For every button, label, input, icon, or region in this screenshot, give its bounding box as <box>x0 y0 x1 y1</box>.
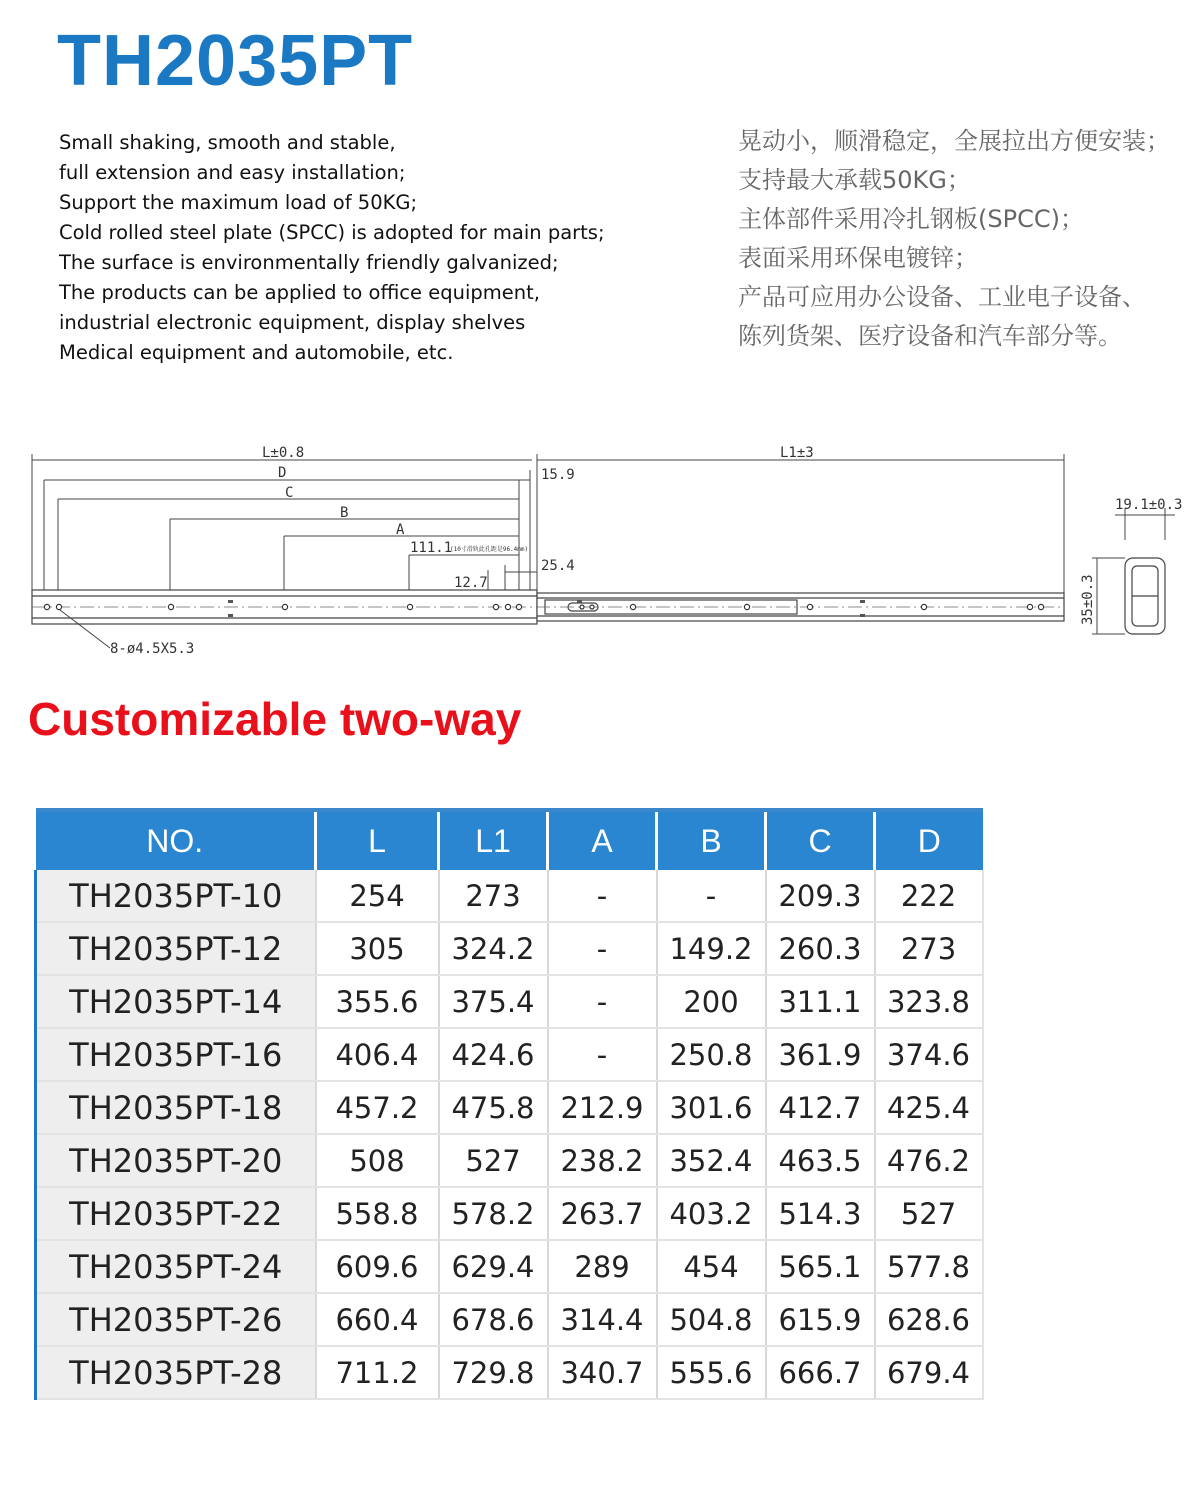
table-body <box>36 870 983 1399</box>
cell-b: 301.6 <box>657 1081 766 1134</box>
dim-label-111-1: 111.1 <box>410 540 453 556</box>
cell-b: 149.2 <box>657 922 766 975</box>
cell-a: - <box>548 870 657 922</box>
cell-l: 254 <box>316 870 439 922</box>
description-line: Support the maximum load of 50KG; <box>59 191 418 214</box>
cell-b: 454 <box>657 1240 766 1293</box>
table-row <box>36 1028 983 1081</box>
description-line: 产品可应用办公设备、工业电子设备、 <box>738 283 1146 311</box>
technical-drawing <box>0 430 1200 670</box>
cell-c: 463.5 <box>766 1134 875 1187</box>
cell-d: 476.2 <box>875 1134 983 1187</box>
cell-c: 311.1 <box>766 975 875 1028</box>
cell-l: 660.4 <box>316 1293 439 1346</box>
description-line: Small shaking, smooth and stable, <box>59 131 396 154</box>
cell-l1: 324.2 <box>439 922 548 975</box>
col-header-b: B <box>657 810 766 870</box>
dim-label-l: L±0.8 <box>262 445 305 461</box>
description-line: 支持最大承载50KG； <box>738 166 971 194</box>
dim-label-15-9: 15.9 <box>541 467 575 483</box>
description-line: 晃动小，顺滑稳定，全展拉出方便安装； <box>738 127 1170 155</box>
cell-no: TH2035PT-10 <box>36 870 316 922</box>
description-line: industrial electronic equipment, display shelves <box>59 311 526 334</box>
cell-l: 558.8 <box>316 1187 439 1240</box>
cell-d: 679.4 <box>875 1346 983 1399</box>
col-header-d: D <box>875 810 983 870</box>
cell-c: 565.1 <box>766 1240 875 1293</box>
cell-no: TH2035PT-24 <box>36 1240 316 1293</box>
description-chinese <box>738 122 1198 356</box>
cell-l1: 578.2 <box>439 1187 548 1240</box>
cell-l1: 475.8 <box>439 1081 548 1134</box>
dim-label-a: A <box>396 522 405 538</box>
cell-b: - <box>657 870 766 922</box>
description-english <box>59 128 699 368</box>
cell-a: 340.7 <box>548 1346 657 1399</box>
col-header-a: A <box>548 810 657 870</box>
cell-a: - <box>548 922 657 975</box>
description-line: 表面采用环保电镀锌； <box>738 244 978 272</box>
description-line: full extension and easy installation; <box>59 161 406 184</box>
description-line: Cold rolled steel plate (SPCC) is adopted for main parts; <box>59 221 605 244</box>
cell-l1: 375.4 <box>439 975 548 1028</box>
cell-b: 200 <box>657 975 766 1028</box>
cell-l: 711.2 <box>316 1346 439 1399</box>
cell-a: 314.4 <box>548 1293 657 1346</box>
dim-label-d: D <box>278 465 287 481</box>
cell-d: 527 <box>875 1187 983 1240</box>
table-row <box>36 870 983 922</box>
cell-no: TH2035PT-26 <box>36 1293 316 1346</box>
cell-d: 628.6 <box>875 1293 983 1346</box>
cell-d: 222 <box>875 870 983 922</box>
col-header-no: NO. <box>36 810 316 870</box>
width-label: 19.1±0.3 <box>1115 497 1183 513</box>
cell-l1: 678.6 <box>439 1293 548 1346</box>
cell-b: 352.4 <box>657 1134 766 1187</box>
cell-d: 323.8 <box>875 975 983 1028</box>
table-header-row <box>36 810 983 870</box>
cell-a: 238.2 <box>548 1134 657 1187</box>
cell-c: 361.9 <box>766 1028 875 1081</box>
cell-no: TH2035PT-14 <box>36 975 316 1028</box>
cell-c: 412.7 <box>766 1081 875 1134</box>
cell-a: - <box>548 1028 657 1081</box>
cell-no: TH2035PT-12 <box>36 922 316 975</box>
col-header-c: C <box>766 810 875 870</box>
cell-l1: 273 <box>439 870 548 922</box>
cell-d: 425.4 <box>875 1081 983 1134</box>
cell-no: TH2035PT-28 <box>36 1346 316 1399</box>
col-header-l1: L1 <box>439 810 548 870</box>
cell-c: 260.3 <box>766 922 875 975</box>
table-row <box>36 922 983 975</box>
description-line: Medical equipment and automobile, etc. <box>59 341 454 364</box>
cell-no: TH2035PT-20 <box>36 1134 316 1187</box>
cell-c: 666.7 <box>766 1346 875 1399</box>
description-line: The products can be applied to office equipment, <box>59 281 540 304</box>
cell-b: 403.2 <box>657 1187 766 1240</box>
cell-l: 305 <box>316 922 439 975</box>
cell-d: 374.6 <box>875 1028 983 1081</box>
cell-l: 457.2 <box>316 1081 439 1134</box>
cell-d: 273 <box>875 922 983 975</box>
cell-l1: 424.6 <box>439 1028 548 1081</box>
cell-l1: 527 <box>439 1134 548 1187</box>
cell-no: TH2035PT-18 <box>36 1081 316 1134</box>
cell-d: 577.8 <box>875 1240 983 1293</box>
cell-c: 514.3 <box>766 1187 875 1240</box>
cell-l: 508 <box>316 1134 439 1187</box>
col-header-l: L <box>316 810 439 870</box>
spec-table <box>34 808 984 1400</box>
dim-label-c: C <box>285 485 294 501</box>
cell-a: 263.7 <box>548 1187 657 1240</box>
dim-label-25-4: 25.4 <box>541 558 575 574</box>
cell-l1: 629.4 <box>439 1240 548 1293</box>
cell-l1: 729.8 <box>439 1346 548 1399</box>
description-line: The surface is environmentally friendly galvanized; <box>59 251 559 274</box>
dim-note: (10寸滑轨此孔距是96.4mm) <box>450 546 529 553</box>
cell-l: 609.6 <box>316 1240 439 1293</box>
description-line: 主体部件采用冷扎钢板(SPCC)； <box>738 205 1084 233</box>
cell-a: - <box>548 975 657 1028</box>
table-row <box>36 1081 983 1134</box>
product-title: TH2035PT <box>57 21 414 101</box>
cell-no: TH2035PT-22 <box>36 1187 316 1240</box>
holes-label: 8-ø4.5X5.3 <box>110 641 195 657</box>
dim-label-12-7: 12.7 <box>454 575 488 591</box>
cell-b: 250.8 <box>657 1028 766 1081</box>
table-row <box>36 1240 983 1293</box>
table-row <box>36 975 983 1028</box>
cell-b: 504.8 <box>657 1293 766 1346</box>
cell-a: 289 <box>548 1240 657 1293</box>
dim-label-b: B <box>340 505 349 521</box>
cell-l: 355.6 <box>316 975 439 1028</box>
cell-l: 406.4 <box>316 1028 439 1081</box>
cell-a: 212.9 <box>548 1081 657 1134</box>
section-title: Customizable two-way <box>28 693 522 745</box>
cell-b: 555.6 <box>657 1346 766 1399</box>
cell-c: 615.9 <box>766 1293 875 1346</box>
table-row <box>36 1346 983 1399</box>
description-line: 陈列货架、医疗设备和汽车部分等。 <box>738 322 1122 350</box>
height-label: 35±0.3 <box>1080 574 1096 625</box>
table-row <box>36 1187 983 1240</box>
cell-no: TH2035PT-16 <box>36 1028 316 1081</box>
cell-c: 209.3 <box>766 870 875 922</box>
table-row <box>36 1134 983 1187</box>
table-row <box>36 1293 983 1346</box>
dim-label-l1: L1±3 <box>780 445 814 461</box>
